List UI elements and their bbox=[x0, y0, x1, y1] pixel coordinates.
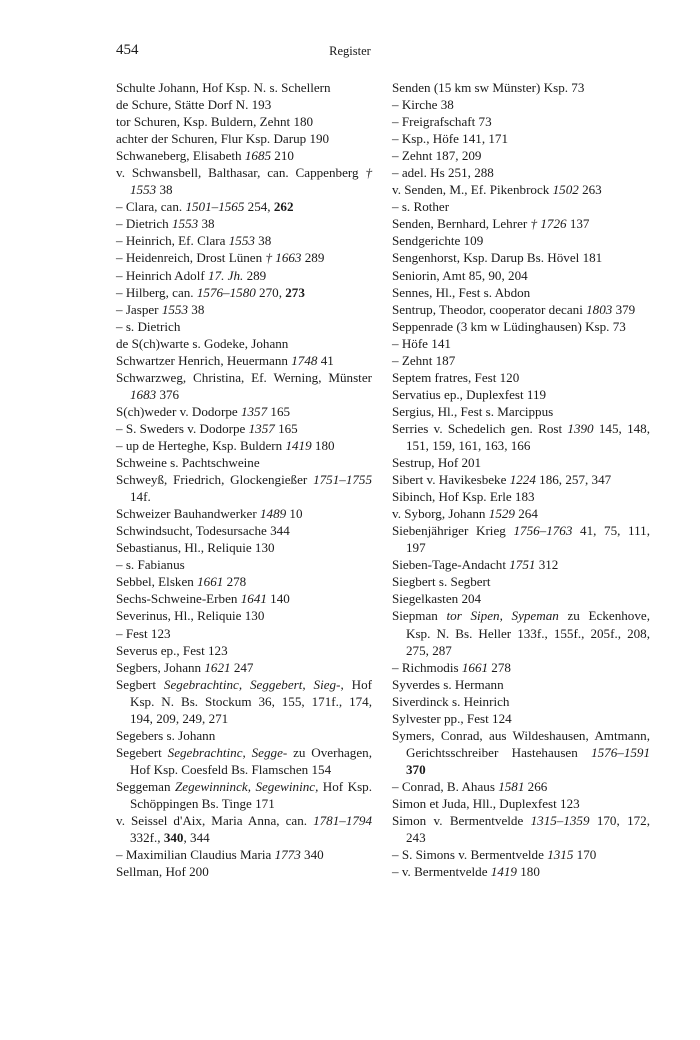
entry-text: – s. Dietrich bbox=[116, 318, 181, 334]
entry-text: Severus ep., Fest 123 bbox=[116, 642, 228, 658]
entry-text: Senden, Bernhard, Lehrer bbox=[392, 216, 531, 232]
index-entry bbox=[392, 676, 650, 693]
index-entry bbox=[116, 727, 372, 744]
entry-text: v. Seissel d'Aix, Maria Anna, can. bbox=[116, 813, 314, 829]
entry-text: – s. Fabianus bbox=[116, 557, 185, 573]
entry-text: – Zehnt 187, 209 bbox=[392, 148, 482, 164]
entry-text: 137 bbox=[566, 216, 590, 232]
entry-text: – Maximilian Claudius Maria bbox=[116, 847, 275, 863]
entry-date: 1685 bbox=[244, 148, 272, 164]
entry-date: 1315–1359 bbox=[530, 813, 590, 829]
entry-text: tor Schuren, Ksp. Buldern, Zehnt 180 bbox=[116, 114, 314, 130]
entry-date: Segebrachtinc, Seggebert, Sieg-, bbox=[163, 676, 344, 692]
entry-date: 1751–1755 bbox=[313, 472, 372, 488]
entry-text: Hof Ksp. N. Bs. Stockum 36, 155, 171f., 174, 194, 209, 249, 271 bbox=[130, 676, 373, 726]
index-entry bbox=[392, 846, 650, 863]
entry-text: Sestrup, Hof 201 bbox=[392, 455, 482, 471]
entry-date: 1781–1794 bbox=[313, 813, 372, 829]
index-entry bbox=[392, 96, 650, 113]
entry-text: 14f. bbox=[130, 489, 151, 505]
entry-date: † 1553 bbox=[130, 165, 372, 198]
index-entry bbox=[392, 607, 650, 658]
entry-date: 1390 bbox=[567, 420, 594, 436]
entry-text: Schweine s. Pachtschweine bbox=[116, 455, 260, 471]
entry-text: v. Senden, M., Ef. Pikenbrock bbox=[392, 182, 553, 198]
index-entry bbox=[116, 863, 372, 880]
entry-text: Seniorin, Amt 85, 90, 204 bbox=[392, 267, 528, 283]
entry-text: – Ksp., Höfe 141, 171 bbox=[392, 131, 509, 147]
index-entry bbox=[116, 778, 372, 812]
entry-text: Seggeman bbox=[116, 778, 175, 794]
entry-date: 1661 bbox=[197, 574, 224, 590]
entry-text: 254, bbox=[244, 199, 274, 215]
index-entry bbox=[116, 335, 372, 352]
index-entry bbox=[116, 420, 372, 437]
index-entry bbox=[392, 505, 650, 522]
entry-text: – S. Sweders v. Dodorpe bbox=[116, 420, 249, 436]
index-entry bbox=[392, 795, 650, 812]
entry-text: Sechs-Schweine-Erben bbox=[116, 591, 241, 607]
entry-text: 165 bbox=[267, 403, 291, 419]
index-entry bbox=[116, 147, 372, 164]
entry-text: Symers, Conrad, aus Wildeshausen, Amtmann, Gerichtsschreiber Hastehausen bbox=[392, 727, 650, 760]
index-entry bbox=[392, 352, 650, 369]
entry-date: 1553 bbox=[172, 216, 199, 232]
index-entry bbox=[116, 352, 372, 369]
entry-text: de Schure, Stätte Dorf N. 193 bbox=[116, 97, 272, 113]
entry-text: Sellman, Hof 200 bbox=[116, 864, 209, 880]
entry-text: Syverdes s. Hermann bbox=[392, 676, 504, 692]
index-entry bbox=[116, 79, 372, 96]
entry-text: Sibinch, Hof Ksp. Erle 183 bbox=[392, 489, 535, 505]
index-entry bbox=[392, 79, 650, 96]
entry-text: – Freigrafschaft 73 bbox=[392, 114, 492, 130]
index-entry bbox=[392, 284, 650, 301]
entry-date: † 1726 bbox=[530, 216, 567, 232]
entry-text: Sennes, Hl., Fest s. Abdon bbox=[392, 284, 531, 300]
index-entry bbox=[116, 556, 372, 573]
entry-date: 1661 bbox=[461, 659, 489, 675]
index-entry bbox=[116, 215, 372, 232]
entry-text: – adel. Hs 251, 288 bbox=[392, 165, 494, 181]
entry-date: 1576–1591 bbox=[591, 744, 650, 760]
entry-text: 186, 257, 347 bbox=[535, 472, 612, 488]
entry-text: zu Eckenhove, Ksp. N. Bs. Heller 133f., 155f., 205f., 208, 275, 287 bbox=[406, 608, 650, 658]
index-column-right bbox=[392, 79, 650, 880]
entry-text: 289 bbox=[243, 267, 267, 283]
entry-date: 1553 bbox=[228, 233, 255, 249]
entry-date: 1501–1565 bbox=[185, 199, 245, 215]
entry-text: Seppenrade (3 km w Lüdinghausen) Ksp. 73 bbox=[392, 318, 626, 334]
entry-text: 38 bbox=[254, 233, 272, 249]
entry-text: Schwindsucht, Todesursache 344 bbox=[116, 523, 290, 539]
entry-date: 1553 bbox=[161, 301, 189, 317]
index-entry bbox=[392, 369, 650, 386]
entry-date: 1502 bbox=[552, 182, 579, 198]
entry-text: – Richmodis bbox=[392, 659, 462, 675]
entry-text: Sergius, Hl., Fest s. Marcippus bbox=[392, 403, 554, 419]
entry-text: – Zehnt 187 bbox=[392, 352, 456, 368]
index-entry bbox=[392, 573, 650, 590]
entry-text: Schweyß, Friedrich, Glockengießer bbox=[116, 472, 314, 488]
index-entry bbox=[392, 710, 650, 727]
entry-text: 278 bbox=[488, 659, 511, 675]
entry-text: 180 bbox=[516, 864, 540, 880]
entry-text: 38 bbox=[188, 301, 205, 317]
entry-text: Sentrup, Theodor, cooperator decani bbox=[392, 301, 587, 317]
entry-text: Schwaneberg, Elisabeth bbox=[116, 148, 245, 164]
index-entry bbox=[116, 505, 372, 522]
index-entry bbox=[392, 386, 650, 403]
entry-date: 1357 bbox=[240, 403, 268, 419]
entry-text: 41, 75, 111, 197 bbox=[406, 523, 651, 556]
index-entry bbox=[116, 113, 372, 130]
entry-text: – up de Herteghe, Ksp. Buldern bbox=[116, 437, 286, 453]
entry-text: – s. Rother bbox=[392, 199, 450, 215]
entry-text: Sylvester pp., Fest 124 bbox=[392, 710, 512, 726]
index-entry bbox=[392, 659, 650, 676]
index-entry bbox=[116, 625, 372, 642]
entry-text: 10 bbox=[286, 506, 303, 522]
entry-text: – Heidenreich, Drost Lünen bbox=[116, 250, 266, 266]
index-entry bbox=[392, 522, 650, 556]
index-entry bbox=[116, 744, 372, 778]
entry-date: 1224 bbox=[509, 472, 536, 488]
entry-page-bold: 340 bbox=[163, 830, 184, 846]
entry-text: 263 bbox=[578, 182, 602, 198]
entry-text: – Heinrich, Ef. Clara bbox=[116, 233, 229, 249]
index-entry bbox=[116, 539, 372, 556]
index-entry bbox=[116, 573, 372, 590]
entry-text: 145, 148, 151, 159, 161, 163, 166 bbox=[406, 420, 650, 453]
index-entry bbox=[392, 488, 650, 505]
index-entry bbox=[392, 590, 650, 607]
entry-text: 170, 172, 243 bbox=[406, 813, 650, 846]
entry-text: v. Schwansbell, Balthasar, can. Cappenberg bbox=[116, 165, 366, 181]
index-entry bbox=[392, 181, 650, 198]
entry-text: zu Overhagen, Hof Ksp. Coesfeld Bs. Flamschen 154 bbox=[130, 744, 372, 777]
entry-text: 266 bbox=[524, 778, 548, 794]
entry-page-bold: 273 bbox=[285, 284, 305, 300]
entry-text: Sibert v. Havikesbeke bbox=[392, 472, 510, 488]
entry-text: Siebenjähriger Krieg bbox=[392, 523, 514, 539]
index-entry bbox=[392, 471, 650, 488]
index-entry bbox=[116, 437, 372, 454]
entry-date: 1621 bbox=[204, 659, 231, 675]
entry-text: Sieben-Tage-Andacht bbox=[392, 557, 510, 573]
entry-text: Severinus, Hl., Reliquie 130 bbox=[116, 608, 265, 624]
entry-page-bold: 370 bbox=[406, 761, 426, 777]
entry-date: 1581 bbox=[498, 778, 525, 794]
index-entry bbox=[392, 778, 650, 795]
index-entry bbox=[392, 693, 650, 710]
entry-text: 38 bbox=[156, 182, 173, 198]
entry-text: – Höfe 141 bbox=[392, 335, 451, 351]
entry-date: 17. Jh. bbox=[208, 267, 244, 283]
index-entry bbox=[116, 267, 372, 284]
index-entry bbox=[116, 454, 372, 471]
entry-text: – Heinrich Adolf bbox=[116, 267, 209, 283]
entry-text: Sebastianus, Hl., Reliquie 130 bbox=[116, 540, 275, 556]
entry-date: † 1663 bbox=[265, 250, 302, 266]
index-entry bbox=[392, 403, 650, 420]
entry-text: S(ch)weder v. Dodorpe bbox=[116, 403, 241, 419]
index-entry bbox=[392, 147, 650, 164]
entry-text: Schwartzer Henrich, Heuermann bbox=[116, 352, 292, 368]
index-entry bbox=[116, 471, 372, 505]
entry-text: – Dietrich bbox=[116, 216, 172, 232]
entry-text: Hof Ksp. Schöppingen Bs. Tinge 171 bbox=[130, 778, 372, 811]
index-entry bbox=[392, 318, 650, 335]
entry-text: 41 bbox=[317, 352, 334, 368]
entry-text: Siegelkasten 204 bbox=[392, 591, 482, 607]
index-entry bbox=[116, 607, 372, 624]
entry-text: 264 bbox=[514, 506, 538, 522]
entry-date: 1489 bbox=[259, 506, 287, 522]
index-entry bbox=[116, 846, 372, 863]
entry-text: – S. Simons v. Bermentvelde bbox=[392, 847, 548, 863]
entry-text: Septem fratres, Fest 120 bbox=[392, 369, 520, 385]
entry-date: 1803 bbox=[586, 301, 613, 317]
entry-text: – Kirche 38 bbox=[392, 97, 454, 113]
index-entry bbox=[392, 130, 650, 147]
entry-text: Senden (15 km sw Münster) Ksp. 73 bbox=[392, 80, 585, 95]
index-entry bbox=[392, 863, 650, 880]
entry-date: 1529 bbox=[488, 506, 515, 522]
entry-text: 278 bbox=[223, 574, 247, 590]
entry-date: 1773 bbox=[274, 847, 301, 863]
entry-text: 376 bbox=[156, 386, 180, 402]
entry-text: Sengenhorst, Ksp. Darup Bs. Hövel 181 bbox=[392, 250, 603, 266]
entry-text: 312 bbox=[535, 557, 559, 573]
entry-text: 165 bbox=[274, 420, 298, 436]
entry-date: 1419 bbox=[285, 437, 312, 453]
entry-text: Siverdinck s. Heinrich bbox=[392, 693, 510, 709]
index-entry bbox=[116, 130, 372, 147]
index-entry bbox=[116, 812, 372, 846]
index-entry bbox=[392, 301, 650, 318]
index-entry bbox=[392, 198, 650, 215]
entry-text: 340 bbox=[300, 847, 324, 863]
entry-text: 379 bbox=[612, 301, 636, 317]
index-column-left bbox=[116, 79, 372, 880]
entry-text: , 344 bbox=[183, 830, 210, 846]
index-entry bbox=[392, 420, 650, 454]
entry-text: Servatius ep., Duplexfest 119 bbox=[392, 386, 547, 402]
entry-date: 1315 bbox=[547, 847, 574, 863]
entry-date: 1419 bbox=[490, 864, 517, 880]
index-entry bbox=[392, 113, 650, 130]
entry-text: 289 bbox=[301, 250, 325, 266]
entry-date: 1576–1580 bbox=[196, 284, 256, 300]
page-number: 454 bbox=[116, 42, 139, 58]
entry-text: – Conrad, B. Ahaus bbox=[392, 778, 499, 794]
entry-text: Segebert bbox=[116, 744, 168, 760]
index-entry bbox=[392, 812, 650, 846]
entry-text: Serries v. Schedelich gen. Rost bbox=[392, 420, 568, 436]
index-entry bbox=[392, 556, 650, 573]
running-head: Register bbox=[329, 44, 371, 58]
entry-text: Siepman bbox=[392, 608, 447, 624]
entry-date: 1357 bbox=[248, 420, 275, 436]
entry-text: Schwarzweg, Christina, Ef. Werning, Münster bbox=[116, 369, 372, 385]
index-entry bbox=[116, 96, 372, 113]
entry-date: 1641 bbox=[240, 591, 267, 607]
index-entry bbox=[392, 454, 650, 471]
index-entry bbox=[392, 727, 650, 778]
index-entry bbox=[116, 232, 372, 249]
entry-text: 38 bbox=[198, 216, 215, 232]
index-entry bbox=[116, 301, 372, 318]
index-entry bbox=[116, 590, 372, 607]
entry-date: Zegewinninck, Segewininc, bbox=[175, 778, 319, 794]
entry-text: – Clara, can. bbox=[116, 199, 186, 215]
index-entry bbox=[116, 403, 372, 420]
entry-text: 140 bbox=[266, 591, 290, 607]
entry-date: 1756–1763 bbox=[513, 523, 573, 539]
index-entry bbox=[392, 164, 650, 181]
entry-text: 332f., bbox=[130, 830, 164, 846]
entry-text: Segbert bbox=[116, 676, 164, 692]
entry-text: – v. Bermentvelde bbox=[392, 864, 491, 880]
entry-date: 1751 bbox=[509, 557, 536, 573]
index-entry bbox=[116, 284, 372, 301]
entry-text: 270, bbox=[255, 284, 286, 300]
entry-date: 1683 bbox=[130, 386, 157, 402]
index-entry bbox=[116, 318, 372, 335]
index-entry bbox=[116, 659, 372, 676]
entry-text: de S(ch)warte s. Godeke, Johann bbox=[116, 335, 289, 351]
entry-text: achter der Schuren, Flur Ksp. Darup 190 bbox=[116, 131, 330, 147]
entry-text: Schweizer Bauhandwerker bbox=[116, 506, 260, 522]
index-entry bbox=[116, 198, 372, 215]
entry-text: – Hilberg, can. bbox=[116, 284, 197, 300]
entry-text: Simon et Juda, Hll., Duplexfest 123 bbox=[392, 795, 580, 811]
entry-page-bold: 262 bbox=[273, 199, 294, 215]
entry-text: 170 bbox=[573, 847, 597, 863]
index-entry bbox=[116, 642, 372, 659]
index-entry bbox=[392, 249, 650, 266]
entry-text: Siegbert s. Segbert bbox=[392, 574, 491, 590]
entry-text: – Jasper bbox=[116, 301, 162, 317]
index-entry bbox=[116, 522, 372, 539]
index-entry bbox=[116, 164, 372, 198]
entry-text: 247 bbox=[230, 659, 254, 675]
entry-text: Segbers, Johann bbox=[116, 659, 205, 675]
entry-text: – Fest 123 bbox=[116, 625, 171, 641]
index-entry bbox=[392, 215, 650, 232]
entry-text: Schulte Johann, Hof Ksp. N. s. Schellern bbox=[116, 80, 331, 95]
entry-text: v. Syborg, Johann bbox=[392, 506, 489, 522]
index-entry bbox=[392, 267, 650, 284]
entry-text: Sendgerichte 109 bbox=[392, 233, 484, 249]
entry-date: 1748 bbox=[291, 352, 318, 368]
entry-text: 180 bbox=[311, 437, 335, 453]
index-entry bbox=[116, 676, 372, 727]
index-entry bbox=[392, 335, 650, 352]
entry-text: 210 bbox=[271, 148, 294, 164]
index-entry bbox=[116, 369, 372, 403]
entry-date: Segebrachtinc, Segge- bbox=[167, 744, 288, 760]
entry-text: Sebbel, Elsken bbox=[116, 574, 198, 590]
entry-date: tor Sipen, Sypeman bbox=[446, 608, 559, 624]
index-entry bbox=[392, 232, 650, 249]
index-entry bbox=[116, 249, 372, 266]
entry-text: Segebers s. Johann bbox=[116, 727, 216, 743]
entry-text: Simon v. Bermentvelde bbox=[392, 813, 531, 829]
